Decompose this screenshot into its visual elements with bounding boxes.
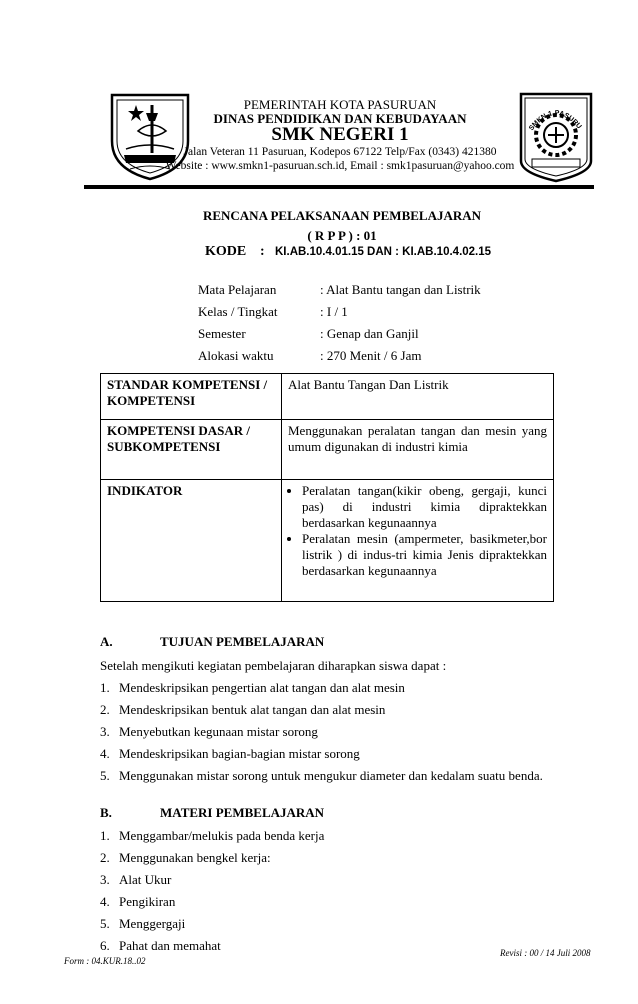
section-title: TUJUAN PEMBELAJARAN [160, 634, 325, 649]
item-text: Menggergaji [119, 916, 186, 931]
revision-note: Revisi : 00 / 14 Juli 2008 [500, 948, 591, 958]
list-item: • Peralatan mesin (ampermeter, basikmeter,bor listrik ) di indus-tri kimia Jenis dipraktekkan berdasarkan kegunaannya [302, 531, 547, 579]
kode-label: KODE [205, 244, 247, 259]
dept-line: DINAS PENDIDIKAN DAN KEBUDAYAAN [213, 111, 467, 126]
kode-value: KI.AB.10.4.01.15 DAN : KI.AB.10.4.02.15 [275, 246, 492, 258]
list-item: • Peralatan tangan(kikir obeng, gergaji, kunci pas) di industri kimia dipraktekkan berdasarkan kegunaannya [302, 483, 547, 531]
section-title: MATERI PEMBELAJARAN [160, 805, 325, 820]
item-number: 2. [100, 850, 110, 865]
info-label: Kelas / Tingkat [198, 304, 278, 319]
sk-label: STANDAR KOMPETENSI / KOMPETENSI [101, 374, 282, 420]
item-text: Menyebutkan kegunaan mistar sorong [119, 724, 318, 739]
item-text: Alat Ukur [119, 872, 172, 887]
info-value: : 270 Menit / 6 Jam [320, 348, 422, 363]
gov-line: PEMERINTAH KOTA PASURUAN [243, 97, 437, 112]
info-value: : I / 1 [320, 304, 348, 319]
item-number: 4. [100, 894, 110, 909]
school-website: Website : www.smkn1-pasuruan.sch.id, Email : smk1pasuruan@yahoo.com [165, 160, 515, 172]
item-text: Pengikiran [119, 894, 176, 909]
table-row [101, 480, 554, 602]
item-number: 1. [100, 680, 110, 695]
document-title: RENCANA PELAKSANAAN PEMBELAJARAN [202, 208, 482, 223]
rpp-number: ( R P P ) : 01 [307, 228, 377, 243]
info-label: Semester [198, 326, 246, 341]
section-number: A. [100, 634, 113, 649]
table-row [101, 420, 554, 480]
item-number: 3. [100, 724, 110, 739]
competency-table [100, 373, 554, 602]
item-text: Menggambar/melukis pada benda kerja [119, 828, 325, 843]
item-text: Menggunakan bengkel kerja: [119, 850, 271, 865]
item-text: Mendeskripsikan pengertian alat tangan dan alat mesin [119, 680, 405, 695]
indikator-list [288, 483, 547, 579]
kd-label: KOMPETENSI DASAR / SUBKOMPETENSI [101, 420, 282, 480]
section-a-intro: Setelah mengikuti kegiatan pembelajaran diharapkan siswa dapat : [100, 658, 447, 673]
sk-value: Alat Bantu Tangan Dan Listrik [282, 374, 554, 420]
school-logo-text: SMKN 1 PASURU [528, 109, 583, 133]
school-address: Jalan Veteran 11 Pasuruan, Kodepos 67122 Telp/Fax (0343) 421380 [183, 146, 497, 158]
item-text: Mendeskripsikan bagian-bagian mistar sorong [119, 746, 360, 761]
indikator-list-cell [282, 480, 554, 602]
info-value: : Genap dan Ganjil [320, 326, 419, 341]
kd-value: Menggunakan peralatan tangan dan mesin yang umum digunakan di industri kimia [282, 420, 554, 480]
table-row [101, 374, 554, 420]
item-text: Pahat dan memahat [119, 938, 221, 953]
school-gear-logo [518, 91, 594, 183]
item-text: Mendeskripsikan bentuk alat tangan dan alat mesin [119, 702, 386, 717]
item-number: 4. [100, 746, 110, 761]
info-value: : Alat Bantu tangan dan Listrik [320, 282, 481, 297]
form-code: Form : 04.KUR.18..02 [64, 956, 146, 966]
item-number: 5. [100, 916, 110, 931]
indikator-label: INDIKATOR [101, 480, 282, 602]
info-label: Mata Pelajaran [198, 282, 277, 297]
item-text: Menggunakan mistar sorong untuk mengukur diameter dan kedalam suatu benda. [119, 768, 543, 783]
school-name: SMK NEGERI 1 [271, 124, 409, 145]
letterhead-divider [84, 185, 594, 189]
item-number: 2. [100, 702, 110, 717]
kode-colon: : [260, 244, 265, 259]
item-number: 5. [100, 768, 110, 783]
item-number: 1. [100, 828, 110, 843]
section-number: B. [100, 805, 112, 820]
item-number: 3. [100, 872, 110, 887]
item-number: 6. [100, 938, 110, 953]
info-label: Alokasi waktu [198, 348, 274, 363]
